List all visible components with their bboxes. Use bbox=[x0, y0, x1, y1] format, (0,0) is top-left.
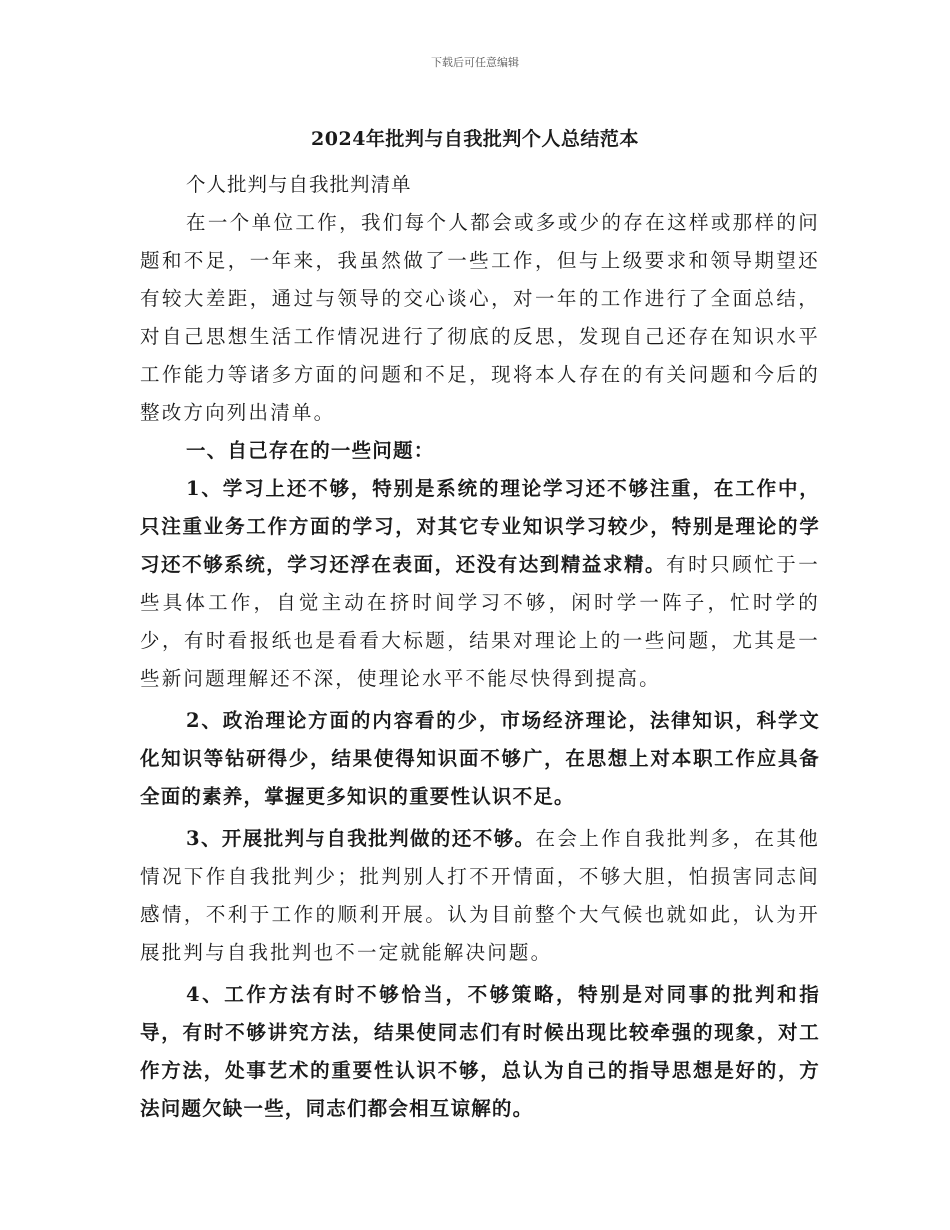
list-item-2 bbox=[140, 702, 820, 816]
list-item-4 bbox=[140, 976, 820, 1128]
list-item-1-text: 有时只顾忙于一些具体工作，自觉主动在挤时间学习不够，闲时学一阵子，忙时学的少，有时看报纸也是看看大标题，结果对理论上的一些问题，尤其是一些新问题理解还不深，使理论水平不能尽快得到提高。 bbox=[140, 553, 820, 690]
document-title: 2024年批判与自我批判个人总结范本 bbox=[311, 128, 639, 150]
list-item-4-bold: 4、工作方法有时不够恰当，不够策略，特别是对同事的批判和指导，有时不够讲究方法，结果使同志们有时候出现比较牵强的现象，对工作方法，处事艺术的重要性认识不够，总认为自己的指导思想是好的，方法问题欠缺一些，同志们都会相互谅解的。 bbox=[140, 983, 820, 1120]
list-item-3 bbox=[140, 820, 820, 972]
section-heading: 一、自己存在的一些问题： bbox=[186, 439, 435, 462]
list-item-1 bbox=[140, 470, 820, 698]
list-item-1-bold: 1、学习上还不够，特别是系统的理论学习还不够注重，在工作中，只注重业务工作方面的学习，对其它专业知识学习较少，特别是理论的学习还不够系统，学习还浮在表面，还没有达到精益求精。 bbox=[140, 477, 820, 576]
list-item-3-text: 在会上作自我批判多，在其他情况下作自我批判少；批判别人打不开情面，不够大胆，怕损害同志间感情，不利于工作的顺利开展。认为目前整个大气候也就如此，认为开展批判与自我批判也不一定就能解决问题。 bbox=[140, 827, 821, 964]
subtitle: 个人批判与自我批判清单 bbox=[186, 173, 412, 196]
header-note: 下载后可任意编辑 bbox=[431, 56, 519, 69]
intro-paragraph: 在一个单位工作，我们每个人都会或多或少的存在这样或那样的问题和不足，一年来，我虽然做了一些工作，但与上级要求和领导期望还有较大差距，通过与领导的交心谈心，对一年的工作进行了全面总结，对自己思想生活工作情况进行了彻底的反思，发现自己还存在知识水平工作能力等诸多方面的问题和不足，现将本人存在的有关问题和今后的整改方向列出清单。 bbox=[140, 211, 820, 424]
list-item-3-bold: 3、开展批判与自我批判做的还不够。 bbox=[186, 827, 536, 850]
document-body bbox=[140, 166, 820, 1128]
list-item-2-bold: 2、政治理论方面的内容看的少，市场经济理论，法律知识，科学文化知识等钻研得少，结果使得知识面不够广，在思想上对本职工作应具备全面的素养，掌握更多知识的重要性认识不足。 bbox=[140, 709, 820, 808]
